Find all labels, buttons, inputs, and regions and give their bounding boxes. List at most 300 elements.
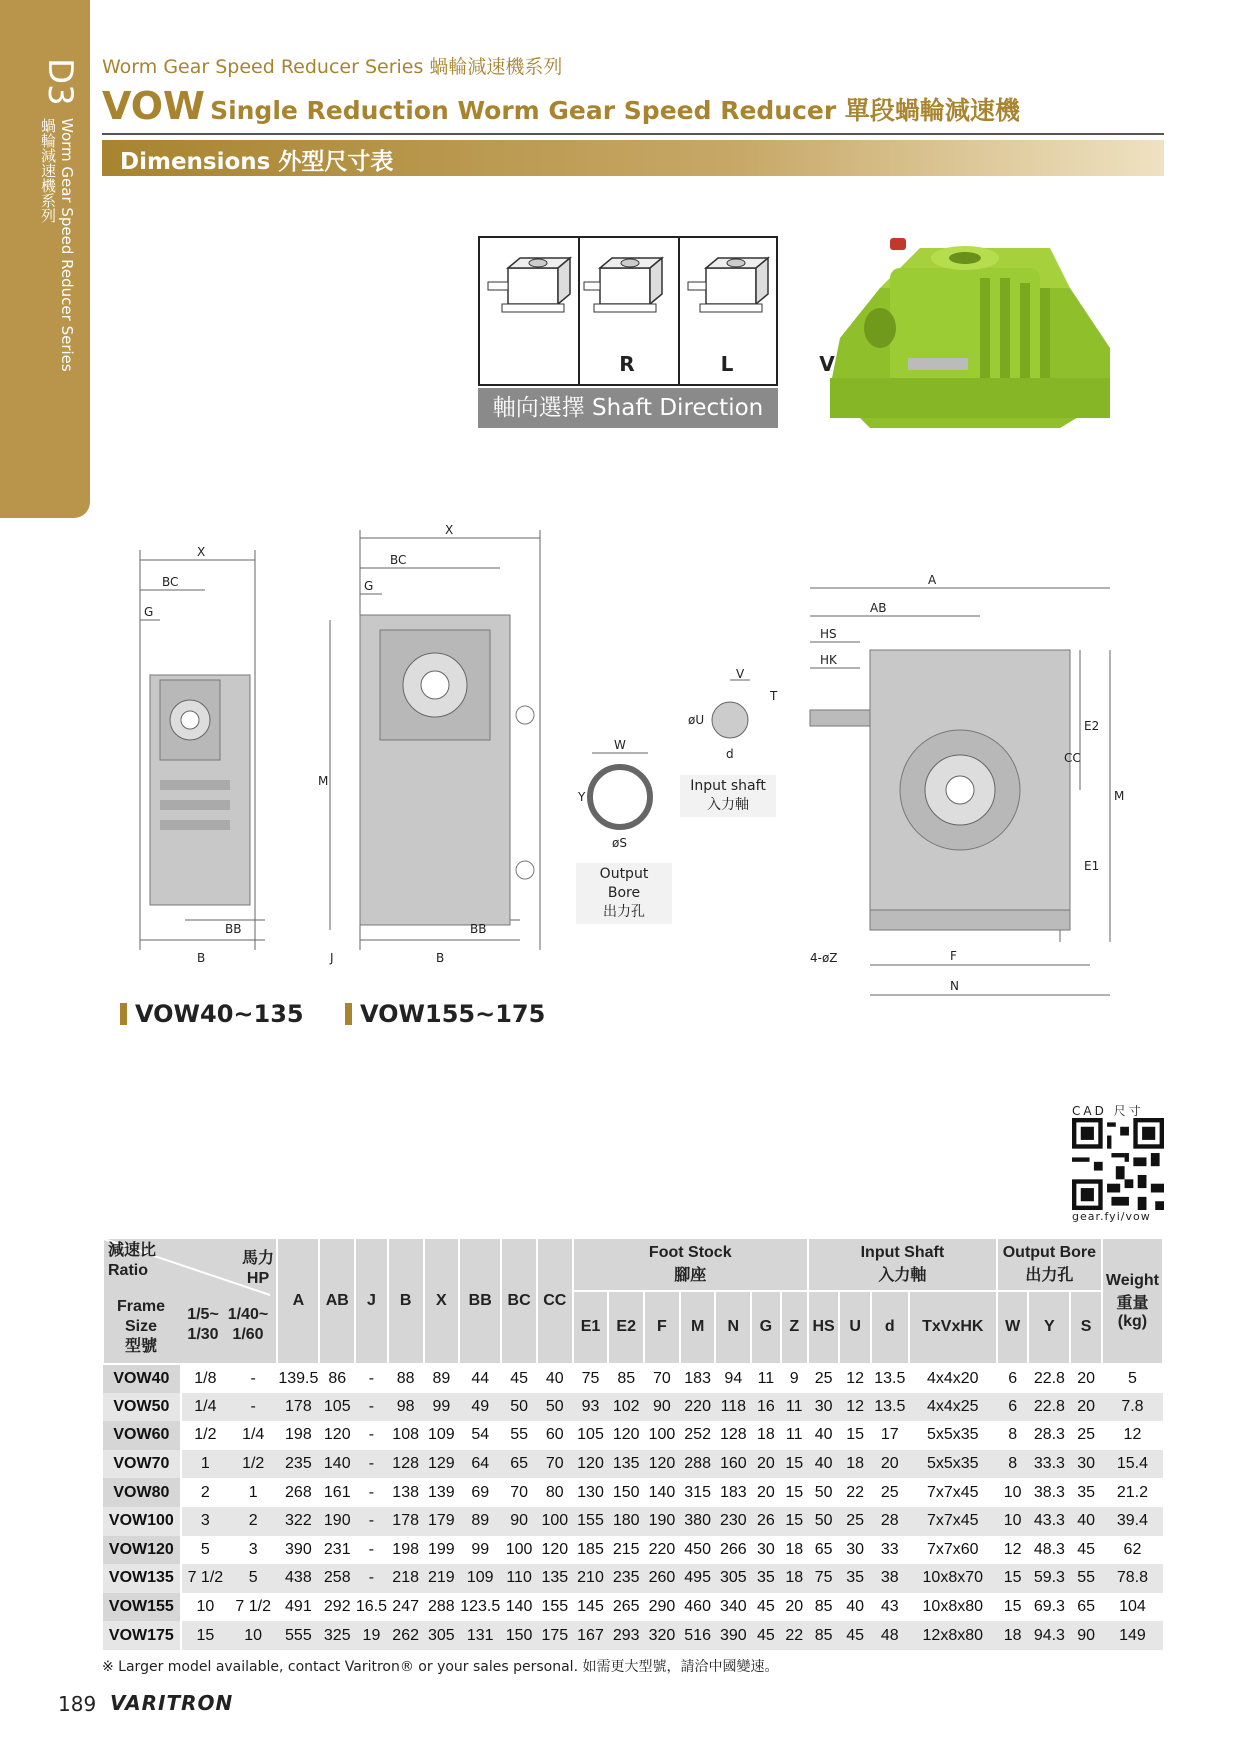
table-cell: 12 xyxy=(839,1393,871,1422)
ratio-col2-bot: 1/60 xyxy=(232,1326,264,1343)
table-cell: 30 xyxy=(756,1540,775,1558)
table-cell: 59.3 xyxy=(1028,1564,1070,1593)
table-cell: - xyxy=(229,1393,277,1422)
table-cell: 105 xyxy=(577,1426,604,1444)
dim-ab: AB xyxy=(870,601,887,615)
table-cell: 20 xyxy=(1070,1393,1102,1422)
table-cell: 22.8 xyxy=(1028,1393,1070,1422)
table-cell: 17 xyxy=(880,1426,899,1444)
page-number: 189 xyxy=(58,1692,97,1716)
table-cell: 7 1/2 xyxy=(235,1598,271,1616)
table-cell: 149 xyxy=(1102,1621,1163,1650)
table-row xyxy=(103,1507,1163,1536)
table-cell: - xyxy=(355,1564,388,1593)
table-cell: 30 xyxy=(846,1540,865,1558)
input-shaft-label xyxy=(680,775,776,817)
table-cell: 3 xyxy=(181,1507,229,1536)
table-cell: 70 xyxy=(537,1450,573,1479)
side-tab xyxy=(0,0,90,518)
table-cell: 215 xyxy=(612,1540,640,1558)
table-cell: 199 xyxy=(428,1540,455,1558)
table-cell: 15 xyxy=(781,1450,808,1479)
table-cell: 210 xyxy=(573,1564,609,1593)
ratio-label-zh: 減速比 xyxy=(108,1242,157,1259)
table-cell: - xyxy=(368,1369,375,1387)
table-cell: - xyxy=(368,1426,375,1444)
ratio-label-en: Ratio xyxy=(108,1262,148,1279)
table-cell: 22.8 xyxy=(1033,1369,1065,1387)
table-row xyxy=(103,1564,1163,1593)
ratio-col2-top: 1/40~ xyxy=(227,1306,269,1323)
table-cell: 105 xyxy=(319,1393,355,1422)
table-cell: 2 xyxy=(229,1507,277,1536)
table-cell: 305 xyxy=(715,1564,751,1593)
input-shaft-zh: 入力軸 xyxy=(878,1266,927,1284)
frame-size-cell: VOW155 xyxy=(103,1593,181,1622)
table-cell: 140 xyxy=(648,1483,676,1501)
table-cell: 85 xyxy=(814,1598,833,1616)
col-d: d xyxy=(871,1291,909,1364)
table-cell: 262 xyxy=(388,1621,424,1650)
table-cell: 50 xyxy=(814,1483,833,1501)
dim-m: M xyxy=(1114,789,1125,803)
table-cell: 220 xyxy=(648,1540,676,1558)
col-bc: BC xyxy=(501,1238,537,1364)
table-cell: 380 xyxy=(680,1507,716,1536)
table-cell: 75 xyxy=(808,1564,840,1593)
shaft-option-l xyxy=(580,238,734,384)
table-cell: 129 xyxy=(424,1450,460,1479)
table-cell: 15.4 xyxy=(1102,1450,1163,1479)
table-cell: 90 xyxy=(501,1507,537,1536)
dim-v: V xyxy=(736,667,745,681)
table-cell: 438 xyxy=(277,1564,319,1593)
table-cell: 315 xyxy=(684,1483,711,1501)
table-cell: 10 xyxy=(229,1621,277,1650)
input-shaft-label-en: Input shaft xyxy=(690,778,766,794)
dim-bc: BC xyxy=(162,575,179,589)
col-s: S xyxy=(1070,1291,1102,1364)
table-cell: 15 xyxy=(997,1564,1029,1593)
table-cell: 231 xyxy=(323,1540,351,1558)
table-cell: 167 xyxy=(573,1621,609,1650)
table-cell: 40 xyxy=(814,1426,833,1444)
table-cell: 35 xyxy=(839,1564,871,1593)
table-cell: 15 xyxy=(846,1426,865,1444)
table-cell: 305 xyxy=(424,1621,460,1650)
col-e1: E1 xyxy=(573,1291,609,1364)
frame-label-zh: 型號 xyxy=(124,1338,157,1355)
frame-size-cell: VOW40 xyxy=(103,1364,181,1393)
table-cell: 104 xyxy=(1119,1598,1146,1616)
table-cell: 7x7x60 xyxy=(926,1540,979,1558)
output-bore-en: Output Bore xyxy=(1002,1243,1097,1261)
table-cell: - xyxy=(368,1483,375,1501)
table-cell: 179 xyxy=(424,1507,460,1536)
table-row xyxy=(103,1393,1163,1422)
frame-size-cell: VOW100 xyxy=(103,1507,181,1536)
table-cell: 185 xyxy=(577,1540,604,1558)
table-cell: 13.5 xyxy=(871,1393,909,1422)
shaft-direction-box xyxy=(478,236,835,386)
table-cell: 230 xyxy=(715,1507,751,1536)
section-code: D3 xyxy=(40,58,80,106)
table-cell: 25 xyxy=(839,1507,871,1536)
table-cell: 38 xyxy=(871,1564,909,1593)
shaft-option-r xyxy=(480,238,635,384)
col-b: B xyxy=(388,1238,424,1364)
table-cell: 1/4 xyxy=(181,1393,229,1422)
table-cell: 13.5 xyxy=(874,1369,906,1387)
table-cell: 123.5 xyxy=(460,1598,501,1616)
table-cell: 15 xyxy=(785,1483,804,1501)
table-cell: 266 xyxy=(719,1540,747,1558)
table-cell: 7x7x45 xyxy=(909,1507,997,1536)
dim-cc: CC xyxy=(1064,751,1081,765)
table-cell: 268 xyxy=(285,1483,312,1501)
table-cell: 86 xyxy=(328,1369,347,1387)
table-cell: 120 xyxy=(573,1450,609,1479)
table-cell: 54 xyxy=(471,1426,490,1444)
table-cell: 150 xyxy=(501,1621,537,1650)
table-cell: 460 xyxy=(684,1598,711,1616)
dim-f: F xyxy=(950,949,957,963)
table-cell: 11 xyxy=(785,1426,803,1444)
qr-code-icon[interactable] xyxy=(1072,1118,1164,1210)
table-cell: 39.4 xyxy=(1102,1507,1163,1536)
table-cell: 12x8x80 xyxy=(909,1621,997,1650)
table-cell: - xyxy=(355,1507,388,1536)
dim-u: øU xyxy=(688,713,705,727)
table-cell: 18 xyxy=(781,1564,808,1593)
table-cell: 35 xyxy=(1077,1483,1096,1501)
table-cell: 45 xyxy=(839,1621,871,1650)
table-cell: 390 xyxy=(285,1540,312,1558)
table-cell: 43.3 xyxy=(1028,1507,1070,1536)
table-cell: 198 xyxy=(392,1540,419,1558)
table-cell: 70 xyxy=(653,1369,671,1387)
table-cell: 293 xyxy=(608,1621,644,1650)
col-y: Y xyxy=(1028,1291,1070,1364)
dim-hk: HK xyxy=(820,653,837,667)
table-cell: 120 xyxy=(323,1426,351,1444)
col-w: W xyxy=(997,1291,1029,1364)
table-cell: 219 xyxy=(424,1564,460,1593)
dim-a: A xyxy=(928,573,937,587)
table-cell: 20 xyxy=(751,1450,780,1479)
table-row xyxy=(103,1364,1163,1393)
table-cell: 48 xyxy=(871,1621,909,1650)
side-view-drawing-vow155-175 xyxy=(320,520,550,970)
table-cell: 90 xyxy=(1070,1621,1102,1650)
frame-size-cell: VOW135 xyxy=(103,1564,181,1593)
table-cell: 5x5x35 xyxy=(909,1450,997,1479)
frame-label-en: Frame xyxy=(116,1298,166,1315)
table-cell: 491 xyxy=(285,1598,312,1616)
table-cell: 38.3 xyxy=(1033,1483,1065,1501)
table-cell: 45 xyxy=(756,1598,775,1616)
table-cell: 15 xyxy=(181,1621,229,1650)
table-cell: 4x4x20 xyxy=(926,1369,979,1387)
table-cell: 8 xyxy=(997,1450,1029,1479)
table-cell: 108 xyxy=(392,1426,419,1444)
foot-stock-header xyxy=(573,1238,808,1291)
table-cell: 220 xyxy=(680,1393,716,1422)
foot-stock-en: Foot Stock xyxy=(648,1243,732,1261)
table-cell: 55 xyxy=(510,1426,528,1444)
table-cell: 5 xyxy=(1127,1369,1137,1387)
table-cell: 26 xyxy=(751,1507,780,1536)
table-cell: 90 xyxy=(644,1393,680,1422)
input-shaft-en: Input Shaft xyxy=(860,1243,945,1261)
caption-text: VOW40~135 xyxy=(135,1000,304,1028)
table-cell: 130 xyxy=(577,1483,604,1501)
table-cell: 60 xyxy=(545,1426,564,1444)
table-cell: 48.3 xyxy=(1033,1540,1065,1558)
col-e2: E2 xyxy=(608,1291,644,1364)
table-cell: 20 xyxy=(1077,1369,1096,1387)
dim-bb: BB xyxy=(225,922,242,936)
table-cell: 135 xyxy=(608,1450,644,1479)
table-cell: 120 xyxy=(541,1540,569,1558)
table-cell: 45 xyxy=(510,1369,528,1387)
table-cell: 15 xyxy=(1003,1598,1022,1616)
table-cell: 555 xyxy=(277,1621,319,1650)
table-cell: 11 xyxy=(757,1369,775,1387)
table-cell: 69.3 xyxy=(1033,1598,1065,1616)
table-cell: 35 xyxy=(751,1564,780,1593)
table-cell: 6 xyxy=(997,1393,1029,1422)
table-cell: 16 xyxy=(751,1393,780,1422)
caption-marker xyxy=(345,1003,352,1025)
table-cell: 7x7x45 xyxy=(926,1483,979,1501)
table-cell: 10x8x70 xyxy=(909,1564,997,1593)
table-cell: 40 xyxy=(846,1598,865,1616)
col-x: X xyxy=(424,1238,460,1364)
output-bore-label-zh: 出力孔 xyxy=(603,904,645,920)
table-cell: 190 xyxy=(319,1507,355,1536)
hp-label-zh: 馬力 xyxy=(242,1250,275,1267)
table-cell: 25 xyxy=(1077,1426,1096,1444)
table-cell: 10 xyxy=(997,1507,1029,1536)
table-cell: 18 xyxy=(839,1450,871,1479)
dim-bb: BB xyxy=(470,922,487,936)
table-cell: 100 xyxy=(648,1426,676,1444)
table-cell: 10 xyxy=(1003,1483,1022,1501)
table-cell: 12 xyxy=(846,1369,865,1387)
dim-b: B xyxy=(197,951,206,965)
table-cell: 120 xyxy=(612,1426,640,1444)
table-cell: 140 xyxy=(319,1450,355,1479)
table-cell: 88 xyxy=(396,1369,415,1387)
table-cell: 22 xyxy=(781,1621,808,1650)
front-view-drawing xyxy=(810,570,1150,1000)
dim-d: d xyxy=(726,747,734,761)
table-cell: 110 xyxy=(501,1564,537,1593)
table-cell: 18 xyxy=(785,1540,804,1558)
hp-label-block xyxy=(242,1249,274,1289)
dim-j: J xyxy=(330,951,334,965)
table-cell: 40 xyxy=(808,1450,840,1479)
col-g: G xyxy=(751,1291,780,1364)
dim-e2: E2 xyxy=(1084,719,1100,733)
ratio-col2-block xyxy=(226,1305,270,1345)
table-cell: 25 xyxy=(814,1369,833,1387)
table-cell: 40 xyxy=(1070,1507,1102,1536)
table-cell: 93 xyxy=(573,1393,609,1422)
table-cell: 218 xyxy=(388,1564,424,1593)
caption-marker xyxy=(120,1003,127,1025)
table-cell: - xyxy=(355,1450,388,1479)
table-body xyxy=(103,1364,1163,1650)
foot-stock-zh: 腳座 xyxy=(674,1266,707,1284)
table-cell: 155 xyxy=(573,1507,609,1536)
table-cell: 1/2 xyxy=(229,1450,277,1479)
title-text: Single Reduction Worm Gear Speed Reducer 單段蝸輪減速機 xyxy=(210,96,1020,125)
ratio-col1-bot: 1/30 xyxy=(187,1326,219,1343)
input-shaft-label-zh: 入力軸 xyxy=(707,797,749,813)
dim-z: 4-øZ xyxy=(810,951,838,965)
table-cell: 94.3 xyxy=(1028,1621,1070,1650)
shaft-option-v xyxy=(680,238,835,384)
table-cell: 265 xyxy=(612,1598,640,1616)
table-cell: 98 xyxy=(388,1393,424,1422)
table-cell: 1/4 xyxy=(242,1426,265,1444)
table-cell: 340 xyxy=(719,1598,747,1616)
table-cell: 33.3 xyxy=(1028,1450,1070,1479)
table-cell: 155 xyxy=(541,1598,569,1616)
product-photo xyxy=(820,228,1120,438)
table-cell: 390 xyxy=(715,1621,751,1650)
col-bb: BB xyxy=(459,1238,501,1364)
reducer-sketch-icon xyxy=(480,238,578,356)
dim-s: øS xyxy=(612,836,627,850)
table-cell: 12 xyxy=(1123,1426,1142,1444)
table-cell: 178 xyxy=(388,1507,424,1536)
table-cell: 89 xyxy=(432,1369,451,1387)
table-cell: 140 xyxy=(505,1598,533,1616)
table-cell: 247 xyxy=(392,1598,419,1616)
table-cell: 99 xyxy=(424,1393,460,1422)
ratio-header xyxy=(103,1238,277,1364)
table-cell: 8 xyxy=(1008,1426,1018,1444)
table-row xyxy=(103,1450,1163,1479)
title-divider xyxy=(102,133,1164,135)
side-series-en: Worm Gear Speed Reducer Series xyxy=(58,118,76,372)
dim-b: B xyxy=(436,951,445,965)
output-bore-header xyxy=(997,1238,1102,1291)
dim-n: N xyxy=(950,979,959,993)
table-cell: 128 xyxy=(388,1450,424,1479)
col-u: U xyxy=(839,1291,871,1364)
dim-g: G xyxy=(364,579,374,593)
table-cell: 290 xyxy=(648,1598,676,1616)
table-cell: 128 xyxy=(719,1426,747,1444)
table-cell: 50 xyxy=(537,1393,573,1422)
input-shaft-header xyxy=(808,1238,997,1291)
table-cell: 65 xyxy=(814,1540,833,1558)
table-cell: 45 xyxy=(1077,1540,1096,1558)
table-cell: 3 xyxy=(248,1540,258,1558)
frame-label-block xyxy=(108,1297,174,1357)
table-cell: 109 xyxy=(428,1426,455,1444)
table-cell: 4x4x25 xyxy=(909,1393,997,1422)
table-cell: 288 xyxy=(680,1450,716,1479)
table-cell: 20 xyxy=(756,1483,775,1501)
table-cell: 139 xyxy=(428,1483,455,1501)
footnote: ※ Larger model available, contact Varitron® or your sales personal. 如需更大型號，請洽中國變速。 xyxy=(102,1659,779,1675)
brand-logo: VARITRON xyxy=(110,1691,234,1715)
table-cell: 9 xyxy=(789,1369,799,1387)
output-bore-label-en: Output Bore xyxy=(599,866,649,901)
table-cell: 69 xyxy=(471,1483,490,1501)
frame-size-cell: VOW80 xyxy=(103,1478,181,1507)
col-a: A xyxy=(277,1238,319,1364)
table-cell: 109 xyxy=(459,1564,501,1593)
hp-label-en: HP xyxy=(246,1270,270,1287)
table-cell: 102 xyxy=(608,1393,644,1422)
table-cell: 450 xyxy=(684,1540,711,1558)
frame-size-cell: VOW120 xyxy=(103,1536,181,1565)
table-cell: 150 xyxy=(612,1483,640,1501)
table-cell: 18 xyxy=(997,1621,1029,1650)
table-cell: 180 xyxy=(608,1507,644,1536)
table-cell: 7.8 xyxy=(1102,1393,1163,1422)
caption-vow40-135 xyxy=(120,1000,304,1028)
qr-url[interactable]: gear.fyi/vow xyxy=(1072,1210,1151,1223)
col-n: N xyxy=(715,1291,751,1364)
table-cell: 252 xyxy=(684,1426,711,1444)
table-cell: 55 xyxy=(1070,1564,1102,1593)
table-cell: 19 xyxy=(355,1621,388,1650)
reducer-sketch-icon xyxy=(580,238,678,356)
shaft-letter: V xyxy=(819,352,835,376)
table-cell: 20 xyxy=(871,1450,909,1479)
col-z: Z xyxy=(781,1291,808,1364)
table-cell: 28 xyxy=(871,1507,909,1536)
table-cell: 45 xyxy=(751,1621,780,1650)
col-f: F xyxy=(644,1291,680,1364)
col-hs: HS xyxy=(808,1291,840,1364)
shaft-letter: R xyxy=(619,352,635,376)
table-cell: 100 xyxy=(505,1540,533,1558)
table-cell: 160 xyxy=(715,1450,751,1479)
table-cell: 64 xyxy=(459,1450,501,1479)
table-cell: 10x8x80 xyxy=(922,1598,984,1616)
frame-size-cell: VOW60 xyxy=(103,1421,181,1450)
table-cell: 30 xyxy=(1070,1450,1102,1479)
table-row xyxy=(103,1593,1163,1622)
table-cell: - xyxy=(250,1369,256,1387)
table-cell: 5 xyxy=(200,1540,210,1558)
side-view-drawing-vow40-135 xyxy=(110,520,280,970)
table-cell: 33 xyxy=(880,1540,899,1558)
table-cell: 43 xyxy=(880,1598,899,1616)
dim-bc: BC xyxy=(390,553,407,567)
table-cell: 7 1/2 xyxy=(181,1564,229,1593)
frame-label-size: Size xyxy=(124,1318,157,1335)
table-cell: 12 xyxy=(1003,1540,1022,1558)
table-cell: 5x5x35 xyxy=(926,1426,979,1444)
frame-size-cell: VOW50 xyxy=(103,1393,181,1422)
table-cell: 1/2 xyxy=(194,1426,217,1444)
col-cc: CC xyxy=(537,1238,573,1364)
section-header: Dimensions 外型尺寸表 xyxy=(102,140,1164,176)
table-cell: 258 xyxy=(319,1564,355,1593)
output-bore-detail xyxy=(580,735,670,855)
table-cell: 178 xyxy=(277,1393,319,1422)
table-row xyxy=(103,1421,1163,1450)
